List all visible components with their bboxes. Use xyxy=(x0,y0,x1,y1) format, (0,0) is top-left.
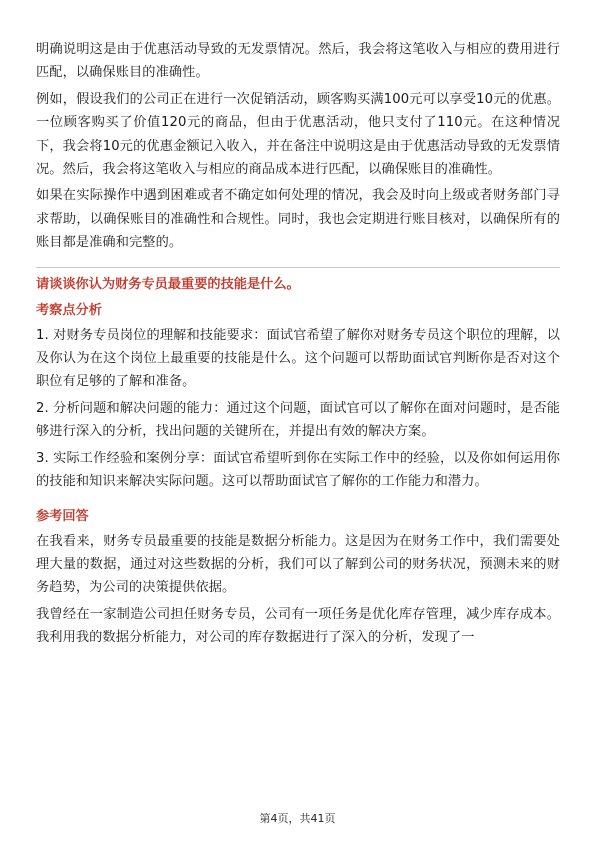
section-divider xyxy=(36,267,560,268)
page-content xyxy=(36,38,560,653)
answer-paragraph-2: 我曾经在一家制造公司担任财务专员，公司有一项任务是优化库存管理，减少库存成本。我利用我的数据分析能力，对公司的库存数据进行了深入的分析，发现了一 xyxy=(36,606,560,646)
analysis-heading: 考察点分析 xyxy=(36,302,102,318)
analysis-item-3: 3. 实际工作经验和案例分享：面试官希望听到你在实际工作中的经验，以及你如何运用你的技能和知识来解决实际问题。这可以帮助面试官了解你的工作能力和潜力。 xyxy=(36,450,560,490)
analysis-item-1: 1. 对财务专员岗位的理解和技能要求：面试官希望了解你对财务专员这个职位的理解，以及你认为在这个岗位上最重要的技能是什么。这个问题可以帮助面试官判断你是否对这个职位有足够的了解和准备。 xyxy=(36,327,560,390)
question-title: 请谈谈你认为财务专员最重要的技能是什么。 xyxy=(36,276,300,292)
answer-heading: 参考回答 xyxy=(36,508,89,524)
analysis-item-2: 2. 分析问题和解决问题的能力：通过这个问题，面试官可以了解你在面对问题时，是否能够进行深入的分析，找出问题的关键所在，并提出有效的解决方案。 xyxy=(36,400,560,440)
intro-paragraph-2: 例如，假设我们的公司正在进行一次促销活动，顾客购买满100元可以享受10元的优惠。一位顾客购买了价值120元的商品，但由于优惠活动，他只支付了110元。在这种情况下，我会将10元的优惠金额记入收入，并在备注中说明这是由于优惠活动导致的无发票情况。然后，我会将这笔收入与相应的商品成本进行匹配，以确保账目的准确性。 xyxy=(36,91,560,178)
intro-paragraph-3: 如果在实际操作中遇到困难或者不确定如何处理的情况，我会及时向上级或者财务部门寻求帮助，以确保账目的准确性和合规性。同时，我也会定期进行账目核对，以确保所有的账目都是准确和完整的。 xyxy=(36,188,560,251)
intro-paragraph-1: 明确说明这是由于优惠活动导致的无发票情况。然后，我会将这笔收入与相应的费用进行匹配，以确保账目的准确性。 xyxy=(36,42,560,81)
page-number: 第4页，共41页 xyxy=(259,812,336,825)
answer-paragraph-1: 在我看来，财务专员最重要的技能是数据分析能力。这是因为在财务工作中，我们需要处理大量的数据，通过对这些数据的分析，我们可以了解到公司的财务状况，预测未来的财务趋势，为公司的决策提供依据。 xyxy=(36,533,560,596)
